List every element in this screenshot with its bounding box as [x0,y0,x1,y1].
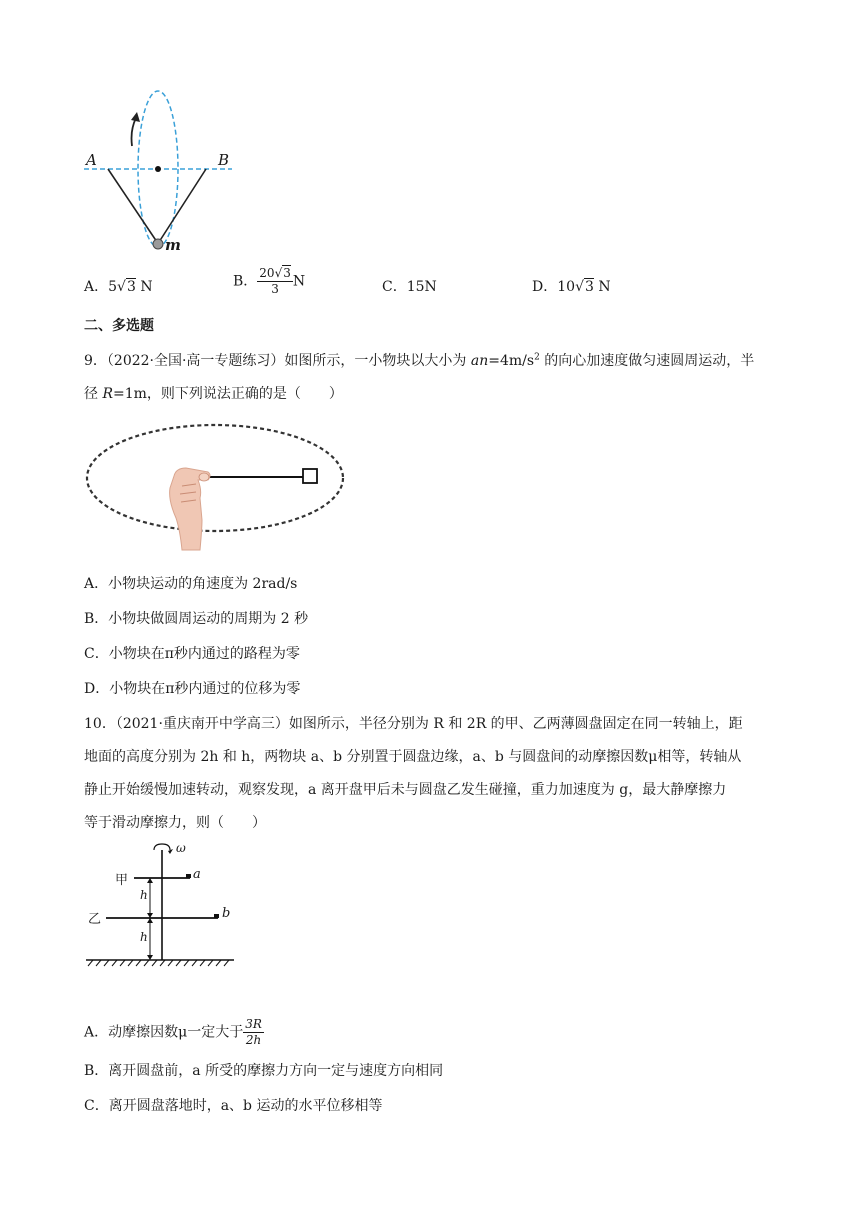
q8-figure [80,86,240,256]
label-h-upper: h [140,888,148,902]
q8-option-d[interactable]: D．10√3 N [532,279,611,295]
block-a [186,874,191,878]
section-title: 二、多选题 [84,318,154,334]
q9-stem-line1: 9．（2022·全国·高一专题练习）如图所示，一小物块以大小为 $an=4m/s^2$ 的向心加速度做匀速圆周运动，半 [84,352,755,369]
label-omega: ω [176,841,186,855]
ball-m [153,239,163,249]
rotation-arrow-icon [132,118,137,146]
label-jia: 甲 [115,873,129,888]
q8-option-b[interactable]: B． $\frac{20√3}{3}$ N [233,266,306,296]
q9-figure [84,420,346,555]
q10-stem-line1: 10．（2021·重庆南开中学高三）如图所示，半径分别为 R 和 2R 的甲、乙两薄圆盘固定在同一转轴上，距 [84,716,743,732]
center-dot [155,166,161,172]
q10-stem-line2: 地面的高度分别为 2h 和 h，两物块 a、b 分别置于圆盘边缘，a、b 与圆盘间的动摩擦因数μ相等，转轴从 [84,749,742,765]
label-yi: 乙 [88,912,102,927]
q10-stem-line4: 等于滑动摩擦力，则（ ） [84,815,266,831]
q8-option-c[interactable]: C．15N [382,279,437,295]
label-a: A [86,151,97,169]
q10-figure [82,840,242,970]
q10-option-c[interactable]: C．离开圆盘落地时，a、b 运动的水平位移相等 [84,1098,383,1114]
q10-option-b[interactable]: B．离开圆盘前，a 所受的摩擦力方向一定与速度方向相同 [84,1063,444,1079]
block-b [214,914,219,918]
label-b: B [218,151,230,169]
q10-stem-line3: 静止开始缓慢加速转动，观察发现，a 离开盘甲后未与圆盘乙发生碰撞，重力加速度为 g，最大静摩擦力 [84,782,727,798]
label-h-lower: h [140,930,148,944]
q9-stem-line2: 径 R=1m，则下列说法正确的是（ ） [84,386,343,402]
label-b-block: b [222,906,231,921]
string-left [108,169,157,242]
omega-arrow-icon [154,844,170,850]
hand-icon [170,468,210,550]
label-m: m [165,236,181,254]
q9-option-d[interactable]: D．小物块在π秒内通过的位移为零 [84,681,301,697]
q9-option-a[interactable]: A．小物块运动的角速度为 2rad/s [84,576,298,592]
label-a-block: a [193,867,201,882]
q10-option-a[interactable]: A．动摩擦因数μ一定大于 $\frac{3R}{2h}$ [84,1017,262,1047]
ground-hatch [88,960,229,966]
arrow-head-icon [131,112,140,122]
q9-option-c[interactable]: C．小物块在π秒内通过的路程为零 [84,646,300,662]
q8-option-a[interactable]: A．5√3 N [84,279,153,295]
q9-option-b[interactable]: B．小物块做圆周运动的周期为 2 秒 [84,611,309,627]
block-square [303,469,317,483]
string-right [159,169,206,242]
